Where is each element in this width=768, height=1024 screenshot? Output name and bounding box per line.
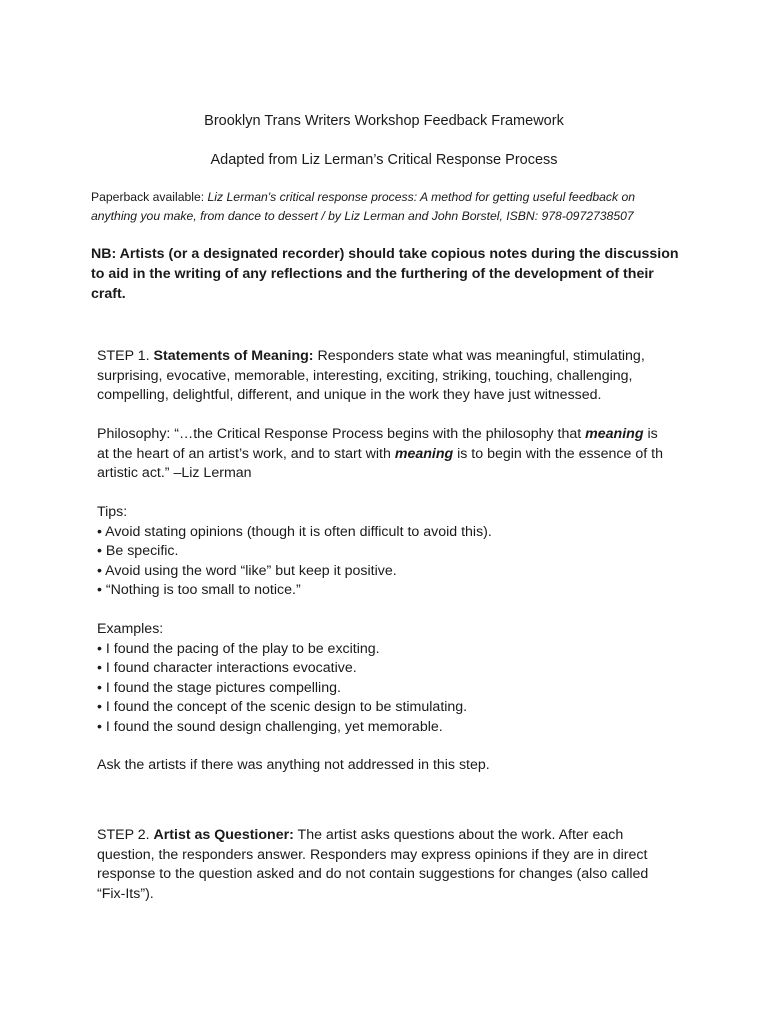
example-item: • I found the stage pictures compelling. <box>97 679 341 696</box>
example-item: • I found character interactions evocative. <box>97 660 357 676</box>
step2-line-1 <box>97 826 687 846</box>
nb-line-1: NB: Artists (or a designated recorder) should take copious notes during the discussion <box>91 246 679 262</box>
tip-item: • Avoid stating opinions (though it is often difficult to avoid this). <box>97 523 492 540</box>
paperback-note <box>91 188 691 226</box>
nb-line-2: to aid in the writing of any reflections and the furthering of the development of their <box>91 266 654 282</box>
example-item: • I found the sound design challenging, yet memorable. <box>97 718 443 735</box>
tips-title: Tips: <box>97 504 128 520</box>
step1-statement <box>97 347 687 406</box>
step2-heading: Artist as Questioner: <box>153 827 294 843</box>
philosophy-line-1-a: Philosophy: “…the Critical Response Process begins with the philosophy that <box>97 426 586 442</box>
step2-prefix: STEP 2. <box>97 827 154 843</box>
step2-line-1-rest: The artist asks questions about the work. After each <box>293 827 624 843</box>
step1-prefix: STEP 1. <box>97 348 154 364</box>
document-title: Brooklyn Trans Writers Workshop Feedback Framework <box>204 113 564 129</box>
nb-note <box>91 244 691 304</box>
paperback-book-title: Liz Lerman's critical response process: A method for getting useful feedback on <box>207 190 636 204</box>
tip-item: • Avoid using the word “like” but keep it positive. <box>97 562 397 579</box>
philosophy-line-2 <box>97 445 687 465</box>
example-item: • I found the concept of the scenic design to be stimulating. <box>97 699 468 715</box>
philosophy-line-2-b: is to begin with the essence of th <box>453 445 663 462</box>
step1-closing <box>97 756 687 776</box>
step2-statement <box>97 826 687 904</box>
paperback-line-2 <box>91 207 691 226</box>
paperback-label: Paperback available: <box>91 190 208 204</box>
step2-line-4: “Fix-Its”). <box>97 885 154 902</box>
step1-heading: Statements of Meaning: <box>153 348 314 364</box>
step1-line-1-rest: Responders state what was meaningful, stimulating, <box>313 348 645 364</box>
philosophy-line-3: artistic act.” –Liz Lerman <box>97 465 252 481</box>
tip-item: • Be specific. <box>97 543 179 559</box>
nb-line-3: craft. <box>91 286 126 302</box>
step1-tips <box>97 503 687 601</box>
philosophy-line-1 <box>97 425 687 445</box>
tip-item: • “Nothing is too small to notice.” <box>97 582 301 598</box>
paperback-book-details: anything you make, from dance to dessert / by Liz Lerman and John Borstel, ISBN: 978-0972738507 <box>91 209 634 223</box>
step1-line-2: surprising, evocative, memorable, interesting, exciting, striking, touching, challenging, <box>97 367 633 384</box>
step1-philosophy <box>97 425 687 484</box>
philosophy-meaning-1: meaning <box>585 426 644 442</box>
step1-line-3: compelling, delightful, different, and unique in the work they have just witnessed. <box>97 387 602 403</box>
example-item: • I found the pacing of the play to be exciting. <box>97 640 380 657</box>
document-subtitle: Adapted from Liz Lerman’s Critical Response Process <box>210 152 558 168</box>
examples-title: Examples: <box>97 621 164 637</box>
philosophy-meaning-2: meaning <box>394 445 454 462</box>
paperback-line-1 <box>91 188 691 207</box>
step2-line-3: response to the question asked and do not contain suggestions for changes (also called <box>97 866 649 882</box>
philosophy-line-1-b: is <box>643 426 658 442</box>
step1-examples <box>97 620 687 737</box>
step2-line-2: question, the responders answer. Responders may express opinions if they are in direct <box>97 846 648 863</box>
philosophy-line-2-a: at the heart of an artist’s work, and to start with <box>97 445 395 462</box>
step1-line-1 <box>97 347 687 367</box>
step1-closing-text: Ask the artists if there was anything not addressed in this step. <box>97 757 490 773</box>
